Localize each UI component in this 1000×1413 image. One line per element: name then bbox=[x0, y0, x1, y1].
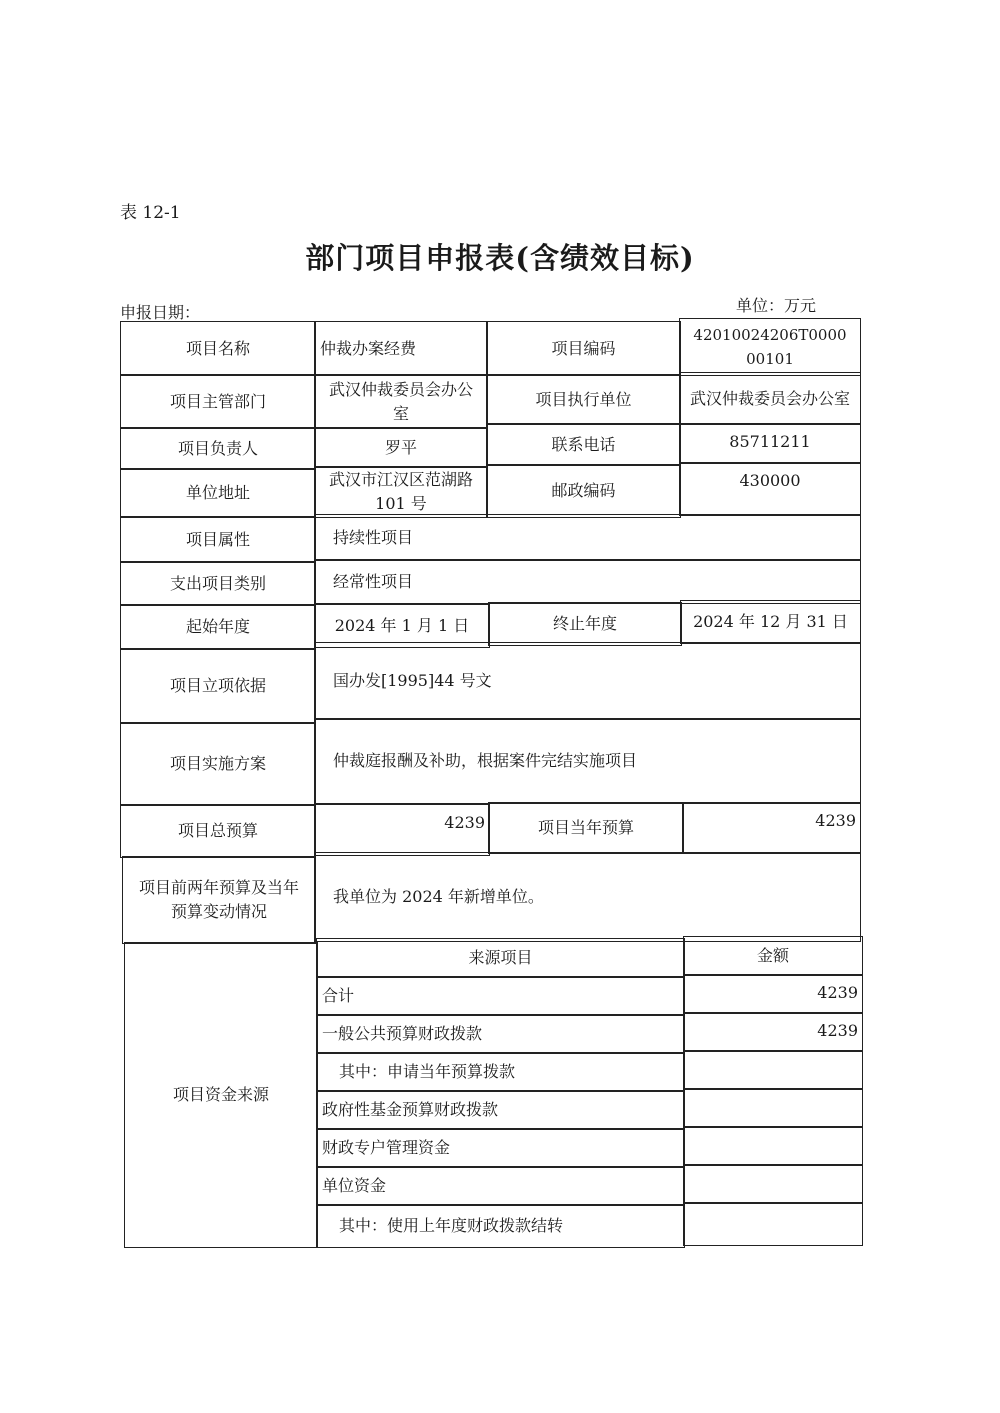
category-label: 支出项目类别 bbox=[120, 561, 316, 606]
basis-label: 项目立项依据 bbox=[120, 648, 316, 724]
funding-row-amount: 4239 bbox=[683, 1012, 863, 1052]
project-name-label: 项目名称 bbox=[120, 321, 316, 376]
category-value: 经常性项目 bbox=[314, 559, 861, 604]
funding-row-amount bbox=[683, 1202, 863, 1246]
funding-row-source: 一般公共预算财政拨款 bbox=[316, 1014, 685, 1054]
year-budget-label: 项目当年预算 bbox=[488, 802, 684, 854]
executing-unit-label: 项目执行单位 bbox=[486, 374, 681, 425]
start-year-label: 起始年度 bbox=[120, 604, 316, 650]
project-name-value: 仲裁办案经费 bbox=[314, 321, 488, 376]
report-date-label: 申报日期： bbox=[120, 303, 201, 322]
funding-amount-column-header: 金额 bbox=[683, 936, 863, 976]
total-budget-value: 4239 bbox=[314, 804, 490, 856]
supervising-dept-label: 项目主管部门 bbox=[120, 374, 316, 429]
postcode-label: 邮政编码 bbox=[486, 464, 681, 518]
project-code-label: 项目编码 bbox=[486, 321, 681, 376]
leader-value: 罗平 bbox=[314, 427, 488, 468]
funding-row-amount bbox=[683, 1088, 863, 1128]
funding-row-amount bbox=[683, 1164, 863, 1204]
funding-row-amount bbox=[683, 1126, 863, 1166]
budget-change-value: 我单位为 2024 年新增单位。 bbox=[314, 852, 861, 942]
address-value: 武汉市江汉区范湖路 101 号 bbox=[314, 466, 488, 518]
executing-unit-value: 武汉仲裁委员会办公室 bbox=[679, 372, 861, 425]
postcode-value: 430000 bbox=[679, 462, 861, 516]
start-year-value: 2024 年 1 月 1 日 bbox=[314, 604, 490, 648]
funding-row-source: 合计 bbox=[316, 976, 685, 1016]
supervising-dept-value: 武汉仲裁委员会办公室 bbox=[314, 374, 488, 429]
total-budget-label: 项目总预算 bbox=[120, 804, 316, 858]
year-budget-value: 4239 bbox=[682, 802, 861, 854]
attribute-value: 持续性项目 bbox=[314, 514, 861, 561]
funding-source-column-header: 来源项目 bbox=[316, 938, 685, 978]
plan-value: 仲裁庭报酬及补助，根据案件完结实施项目 bbox=[314, 718, 861, 804]
table-number: 表 12-1 bbox=[120, 203, 181, 223]
funding-row-source: 财政专户管理资金 bbox=[316, 1128, 685, 1168]
funding-source-label: 项目资金来源 bbox=[124, 942, 318, 1248]
document-title: 部门项目申报表(含绩效目标) bbox=[305, 241, 695, 275]
end-year-label: 终止年度 bbox=[488, 602, 682, 646]
plan-label: 项目实施方案 bbox=[120, 722, 316, 806]
project-code-value: 42010024206T000000101 bbox=[679, 318, 861, 376]
phone-value: 85711211 bbox=[679, 423, 861, 464]
funding-row-source: 单位资金 bbox=[316, 1166, 685, 1206]
phone-label: 联系电话 bbox=[486, 423, 681, 466]
funding-row-source: 政府性基金预算财政拨款 bbox=[316, 1090, 685, 1130]
budget-change-label: 项目前两年预算及当年预算变动情况 bbox=[122, 856, 316, 944]
address-label: 单位地址 bbox=[120, 468, 316, 518]
unit-label: 单位：万元 bbox=[736, 296, 817, 315]
leader-label: 项目负责人 bbox=[120, 427, 316, 470]
funding-row-source: 其中：使用上年度财政拨款结转 bbox=[316, 1204, 685, 1248]
funding-row-source: 其中：申请当年预算拨款 bbox=[316, 1052, 685, 1092]
basis-value: 国办发[1995]44 号文 bbox=[314, 642, 861, 720]
end-year-value: 2024 年 12 月 31 日 bbox=[680, 600, 861, 644]
funding-row-amount bbox=[683, 1050, 863, 1090]
funding-row-amount: 4239 bbox=[683, 974, 863, 1014]
attribute-label: 项目属性 bbox=[120, 516, 316, 563]
